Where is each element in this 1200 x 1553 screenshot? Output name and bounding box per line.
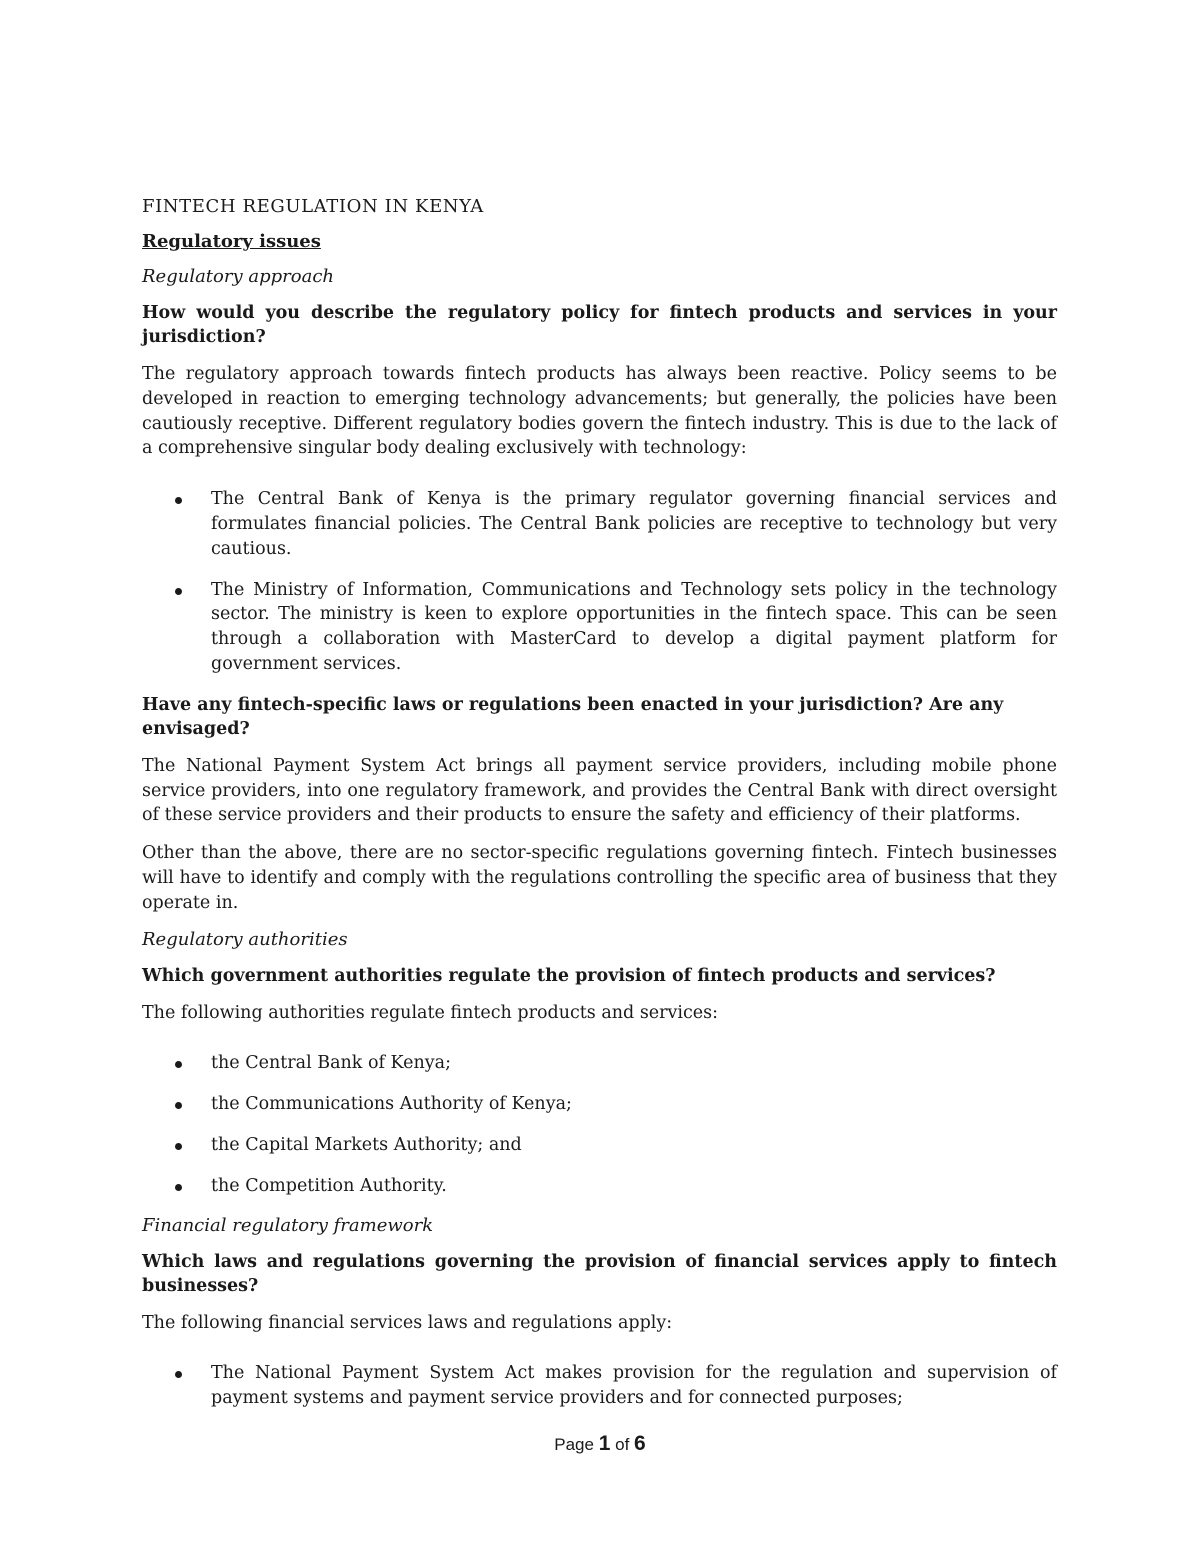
bullet-icon <box>175 1061 182 1068</box>
bullet-icon <box>175 1143 182 1150</box>
bullet-list-regulators <box>142 487 1057 677</box>
authorities-intro: The following authorities regulate fintech products and services: <box>142 1002 719 1023</box>
list-item-text: the Competition Authority. <box>211 1175 447 1196</box>
bullet-list-authorities <box>142 1051 1057 1198</box>
question-financial-laws: Which laws and regulations governing the provision of financial services apply to fintech businesses? <box>142 1251 1057 1296</box>
list-item <box>142 1133 1057 1158</box>
list-item-text: The National Payment System Act makes provision for the regulation and supervision of payment systems and payment service providers and for connected purposes; <box>211 1363 1057 1409</box>
question-regulatory-policy: How would you describe the regulatory policy for fintech products and services in your jurisdiction? <box>142 303 1057 347</box>
subheading-regulatory-authorities: Regulatory authorities <box>142 928 348 950</box>
bullet-icon <box>175 1102 182 1109</box>
list-item-text: the Central Bank of Kenya; <box>211 1053 451 1074</box>
of-label: of <box>615 1435 630 1454</box>
bullet-icon <box>175 497 182 504</box>
list-item <box>142 1092 1057 1117</box>
list-item <box>142 1361 1057 1411</box>
question-government-authorities: Which government authorities regulate the provision of fintech products and services? <box>142 965 996 986</box>
list-item <box>142 487 1057 561</box>
section-heading: Regulatory issues <box>142 231 321 252</box>
list-item <box>142 1051 1057 1076</box>
financial-laws-intro: The following financial services laws and regulations apply: <box>142 1312 673 1333</box>
bullet-list-financial-laws <box>142 1361 1057 1411</box>
list-item-text: The Ministry of Information, Communications and Technology sets policy in the technology sector. The ministry is keen to explore opportunities in the fintech space. This can be seen through a collaboration with MasterCard to develop a digital payment platform for government services. <box>211 579 1057 674</box>
list-item <box>142 1174 1057 1199</box>
answer-fintech-laws-1: The National Payment System Act brings all payment service providers, including mobile phone service providers, into one regulatory framework, and provides the Central Bank with direct oversight of these service providers and their products to ensure the safety and efficiency of their platforms. <box>142 755 1057 826</box>
subheading-financial-framework: Financial regulatory framework <box>142 1214 434 1236</box>
total-page-number: 6 <box>634 1432 646 1455</box>
question-fintech-laws: Have any fintech-specific laws or regulations been enacted in your jurisdiction? Are any envisaged? <box>142 694 1004 739</box>
page-footer <box>0 1432 1200 1456</box>
answer-regulatory-policy: The regulatory approach towards fintech products has always been reactive. Policy seems to be developed in reaction to emerging technology advancements; but generally, the policies have been cautiously receptive. Different regulatory bodies govern the fintech industry. This is due to the lack of a comprehensive singular body dealing exclusively with technology: <box>142 364 1057 459</box>
document-page <box>142 196 1057 1427</box>
bullet-icon <box>175 1371 182 1378</box>
bullet-icon <box>175 588 182 595</box>
bullet-icon <box>175 1184 182 1191</box>
list-item-text: the Capital Markets Authority; and <box>211 1134 522 1155</box>
answer-fintech-laws-2: Other than the above, there are no sector-specific regulations governing fintech. Fintech businesses will have to identify and comply with the regulations controlling the specific area of business that they operate in. <box>142 843 1057 913</box>
list-item <box>142 578 1057 677</box>
current-page-number: 1 <box>598 1432 611 1455</box>
list-item-text: The Central Bank of Kenya is the primary regulator governing financial services and formulates financial policies. The Central Bank policies are receptive to technology but very cautious. <box>211 489 1057 559</box>
list-item-text: the Communications Authority of Kenya; <box>211 1094 572 1115</box>
subheading-regulatory-approach: Regulatory approach <box>142 266 334 287</box>
document-title: FINTECH REGULATION IN KENYA <box>142 196 484 217</box>
page-label: Page <box>554 1435 594 1454</box>
